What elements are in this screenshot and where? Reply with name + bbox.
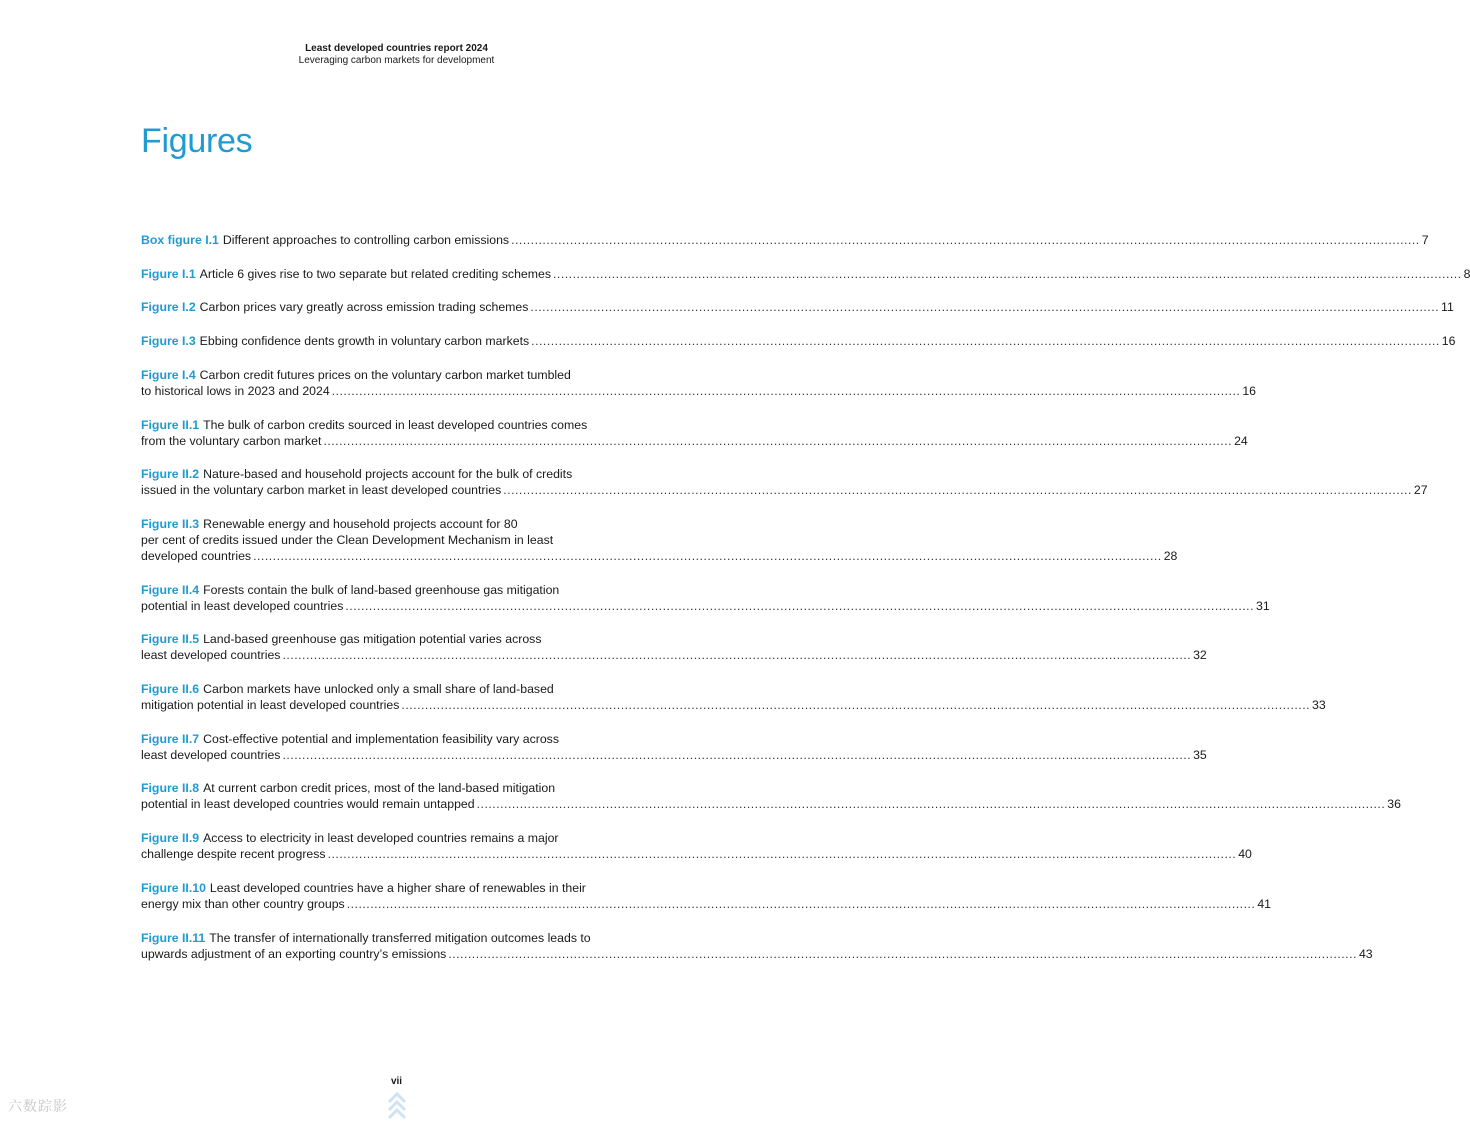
dot-leader [323, 433, 1232, 449]
toc-entry[interactable] [141, 930, 1373, 962]
toc-line [141, 433, 1248, 449]
toc-entry[interactable] [141, 631, 1207, 663]
page-reference[interactable]: 8 [1463, 267, 1470, 281]
toc-line [141, 731, 648, 747]
toc-line [141, 367, 648, 383]
dot-leader [530, 299, 1439, 315]
page-reference[interactable]: 11 [1441, 300, 1454, 314]
figure-title: to historical lows in 2023 and 2024 [141, 384, 330, 398]
dot-leader [448, 946, 1357, 962]
page-reference[interactable]: 7 [1421, 233, 1429, 247]
figure-label: Figure II.8 [141, 781, 200, 795]
toc-entry[interactable] [141, 333, 1456, 349]
toc-entry[interactable] [141, 582, 1270, 614]
figure-title: Carbon markets have unlocked only a small share of land-based [203, 682, 554, 696]
figure-title: potential in least developed countries would remain untapped [141, 797, 475, 811]
figure-label: Figure II.10 [141, 881, 206, 895]
header-title: Least developed countries report 2024 [305, 43, 488, 54]
figure-title: Renewable energy and household projects account for 80 [203, 517, 518, 531]
running-header [0, 43, 793, 67]
figure-label: Figure I.2 [141, 300, 196, 314]
page-reference[interactable]: 35 [1193, 748, 1207, 762]
dot-leader [347, 896, 1256, 912]
figure-title: Carbon prices vary greatly across emission trading schemes [199, 300, 529, 314]
figure-title: The transfer of internationally transferred mitigation outcomes leads to [209, 931, 591, 945]
page-reference[interactable]: 36 [1387, 797, 1401, 811]
page-reference[interactable]: 41 [1257, 897, 1272, 911]
toc-line [141, 333, 1456, 349]
figure-label: Figure II.3 [141, 517, 200, 531]
toc-line [141, 516, 648, 532]
figure-label: Figure I.1 [141, 267, 196, 281]
page-reference[interactable]: 32 [1193, 648, 1207, 662]
toc-line [141, 598, 1270, 614]
toc-entry[interactable] [141, 731, 1207, 763]
page-reference[interactable]: 28 [1163, 549, 1178, 563]
figure-label: Figure I.4 [141, 368, 196, 382]
toc-line [141, 383, 1256, 399]
figure-title: Article 6 gives rise to two separate but related crediting schemes [199, 267, 551, 281]
toc-entry[interactable] [141, 880, 1272, 912]
figure-label: Figure II.4 [141, 583, 200, 597]
toc-entry[interactable] [141, 266, 1470, 282]
figure-title: Nature-based and household projects account for the bulk of credits [203, 467, 573, 481]
dot-leader [477, 796, 1386, 812]
toc-entry[interactable] [141, 466, 1428, 498]
toc-entry[interactable] [141, 516, 1178, 564]
figure-title: Land-based greenhouse gas mitigation potential varies across [203, 632, 542, 646]
toc-line [141, 299, 1454, 315]
toc-line [141, 631, 648, 647]
figure-label: Figure II.11 [141, 931, 206, 945]
figure-title: least developed countries [141, 748, 281, 762]
page-reference[interactable]: 27 [1413, 483, 1428, 497]
figure-title: The bulk of carbon credits sourced in least developed countries comes [203, 418, 588, 432]
toc-line [141, 232, 1429, 248]
figure-label: Figure II.5 [141, 632, 200, 646]
dot-leader [282, 647, 1191, 663]
figure-title: At current carbon credit prices, most of the land-based mitigation [203, 781, 556, 795]
toc-line [141, 647, 1207, 663]
toc-line [141, 946, 1373, 962]
figure-title: potential in least developed countries [141, 599, 344, 613]
figure-title: Ebbing confidence dents growth in voluntary carbon markets [199, 334, 530, 348]
toc-line [141, 747, 1207, 763]
dot-leader [511, 232, 1420, 248]
toc-line [141, 880, 648, 896]
dot-leader [282, 747, 1191, 763]
page-reference[interactable]: 16 [1242, 384, 1256, 398]
header-subtitle: Leveraging carbon markets for development [298, 55, 495, 66]
toc-entry[interactable] [141, 367, 1256, 399]
figure-label: Figure II.1 [141, 418, 200, 432]
figure-title: issued in the voluntary carbon market in least developed countries [141, 483, 502, 497]
dot-leader [345, 598, 1254, 614]
toc-line [141, 548, 1178, 564]
dot-leader [503, 482, 1412, 498]
page-reference[interactable]: 33 [1312, 698, 1326, 712]
toc-entry[interactable] [141, 780, 1401, 812]
figure-title: from the voluntary carbon market [141, 434, 322, 448]
figure-title: challenge despite recent progress [141, 847, 326, 861]
figure-label: Box figure I.1 [141, 233, 219, 247]
page-reference[interactable]: 43 [1358, 947, 1373, 961]
toc-line [141, 582, 648, 598]
figure-label: Figure II.6 [141, 682, 200, 696]
toc-line [141, 830, 648, 846]
toc-line [141, 482, 1428, 498]
toc-line [141, 930, 648, 946]
toc-entry[interactable] [141, 681, 1326, 713]
toc-line [141, 681, 648, 697]
figure-title: mitigation potential in least developed countries [141, 698, 400, 712]
dot-leader [401, 697, 1310, 713]
figure-label: Figure II.2 [141, 467, 200, 481]
figure-title: developed countries [141, 549, 252, 563]
page-reference[interactable]: 40 [1238, 847, 1252, 861]
page-title: Figures [141, 122, 253, 160]
figure-title: energy mix than other country groups [141, 897, 345, 911]
chevron-up-icon[interactable] [385, 1090, 409, 1120]
toc-line [141, 697, 1326, 713]
toc-line [141, 466, 648, 482]
figure-title: Forests contain the bulk of land-based greenhouse gas mitigation [203, 583, 560, 597]
watermark-logo: 六数踪影 [8, 1098, 68, 1114]
figure-label: Figure II.9 [141, 831, 200, 845]
dot-leader [332, 383, 1241, 399]
figure-title: per cent of credits issued under the Clean Development Mechanism in least [141, 533, 554, 547]
toc-line [141, 896, 1272, 912]
figure-title: Different approaches to controlling carbon emissions [222, 233, 510, 247]
dot-leader [531, 333, 1440, 349]
figure-label: Figure II.7 [141, 732, 200, 746]
figure-title: Carbon credit futures prices on the voluntary carbon market tumbled [199, 368, 571, 382]
page-reference[interactable]: 31 [1255, 599, 1270, 613]
dot-leader [328, 846, 1237, 862]
figure-title: Least developed countries have a higher share of renewables in their [209, 881, 586, 895]
toc-entry[interactable] [141, 830, 1252, 862]
figure-title: upwards adjustment of an exporting country’s emissions [141, 947, 447, 961]
dot-leader [253, 548, 1162, 564]
toc-entry[interactable] [141, 299, 1454, 315]
page-reference[interactable]: 24 [1234, 434, 1248, 448]
toc-entry[interactable] [141, 232, 1429, 248]
page-reference[interactable]: 16 [1441, 334, 1456, 348]
figure-label: Figure I.3 [141, 334, 196, 348]
toc-line [141, 417, 648, 433]
toc-line [141, 796, 1401, 812]
toc-line [141, 266, 1470, 282]
toc-line [141, 780, 648, 796]
figure-title: least developed countries [141, 648, 281, 662]
page-number: vii [390, 1076, 403, 1087]
figure-title: Access to electricity in least developed countries remains a major [203, 831, 559, 845]
toc-line [141, 532, 648, 548]
figure-title: Cost-effective potential and implementation feasibility vary across [203, 732, 559, 746]
toc-line [141, 846, 1252, 862]
dot-leader [553, 266, 1462, 282]
toc-entry[interactable] [141, 417, 1248, 449]
